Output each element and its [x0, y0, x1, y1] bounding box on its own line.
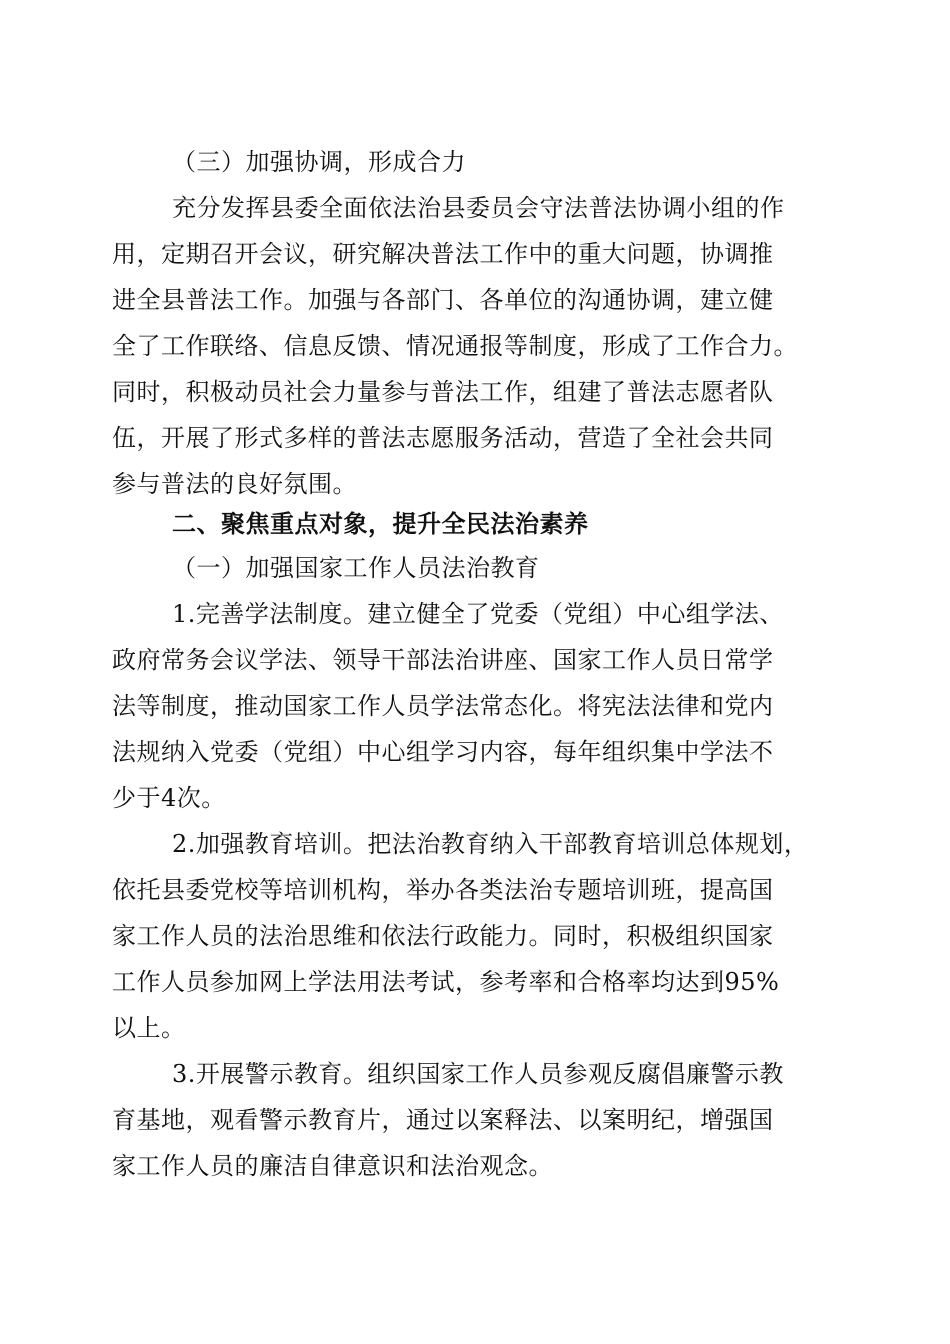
paragraph-line: 政府常务会议学法、领导干部法治讲座、国家工作人员日常学: [112, 646, 774, 674]
paragraph-line: 进全县普法工作。加强与各部门、各单位的沟通协调，建立健: [112, 286, 774, 314]
section-heading-2: 二、聚焦重点对象，提升全民法治素养: [172, 510, 589, 538]
paragraph-line: 2.加强教育培训。把法治教育纳入干部教育培训总体规划，: [172, 830, 809, 858]
paragraph-line: 法规纳入党委（党组）中心组学习内容，每年组织集中学法不: [112, 738, 774, 766]
paragraph-line: 同时，积极动员社会力量参与普法工作，组建了普法志愿者队: [112, 378, 774, 406]
paragraph-line: 依托县委党校等培训机构，举办各类法治专题培训班，提高国: [112, 876, 774, 904]
paragraph-line: 充分发挥县委全面依法治县委员会守法普法协调小组的作: [172, 194, 785, 222]
paragraph-line: 伍，开展了形式多样的普法志愿服务活动，营造了全社会共同: [112, 424, 774, 452]
paragraph-line: 1.完善学法制度。建立健全了党委（党组）中心组学法、: [172, 600, 784, 628]
paragraph-line: 参与普法的良好氛围。: [112, 470, 357, 498]
section-heading-3: （三）加强协调，形成合力: [172, 148, 466, 176]
paragraph-line: 法等制度，推动国家工作人员学法常态化。将宪法法律和党内: [112, 692, 774, 720]
paragraph-line: 全了工作联络、信息反馈、情况通报等制度，形成了工作合力。: [112, 332, 798, 360]
paragraph-line: 3.开展警示教育。组织国家工作人员参观反腐倡廉警示教: [172, 1060, 784, 1088]
paragraph-line: 家工作人员的法治思维和依法行政能力。同时，积极组织国家: [112, 922, 774, 950]
paragraph-line: 家工作人员的廉洁自律意识和法治观念。: [112, 1152, 553, 1180]
paragraph-line: 育基地，观看警示教育片，通过以案释法、以案明纪，增强国: [112, 1106, 774, 1134]
paragraph-line: 以上。: [112, 1014, 186, 1042]
paragraph-line: 用，定期召开会议，研究解决普法工作中的重大问题，协调推: [112, 240, 774, 268]
paragraph-line: 少于4次。: [112, 784, 226, 812]
paragraph-line: 工作人员参加网上学法用法考试，参考率和合格率均达到95%: [112, 968, 780, 996]
subsection-heading-1: （一）加强国家工作人员法治教育: [172, 554, 540, 582]
